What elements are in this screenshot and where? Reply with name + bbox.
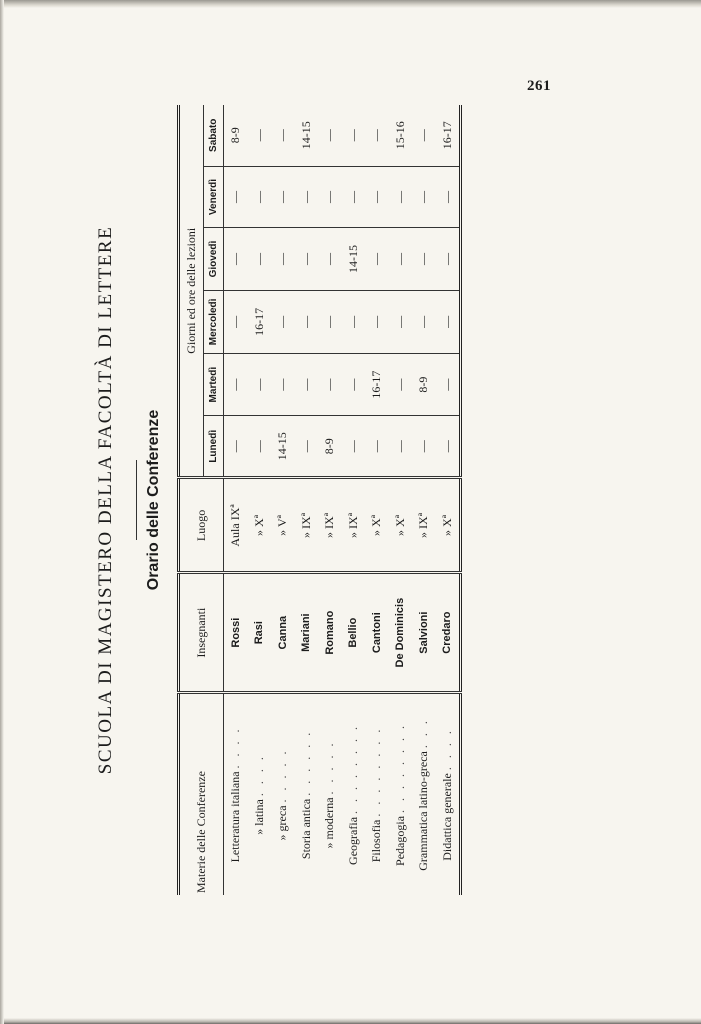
cell-insegnante: Salvioni [412,573,436,692]
header-day-mercoledi: Mercoledì [204,290,224,354]
cell-sabato: 14-15 [295,105,319,166]
cell-luogo: » IXª [342,478,366,573]
materia-text: Didattica generale [439,773,454,861]
leader-dots: . . . . [439,728,454,771]
leader-dots: . . . . . [275,748,290,803]
cell-mercoledi: — [224,290,248,354]
leader-dots: . . . . [251,754,266,797]
cell-giovedi: — [318,228,342,290]
cell-sabato: — [271,105,295,166]
materia-text: » greca [275,805,290,841]
cell-martedi: — [342,354,366,416]
cell-luogo: » IXª [412,478,436,573]
cell-sabato: — [342,105,366,166]
cell-materia [436,692,461,895]
cell-materia [318,692,342,895]
table-row [436,105,461,895]
cell-mercoledi: — [412,290,436,354]
leader-dots: . . . . . . . . [392,722,407,813]
table-row [248,105,272,895]
table-row [295,105,319,895]
leader-dots: . . . . . . . . [345,723,360,814]
cell-martedi: — [248,354,272,416]
materia-text: Grammatica latino-greca [416,751,431,871]
cell-lunedi: — [412,416,436,478]
cell-insegnante: Rasi [248,573,272,692]
cell-lunedi: — [224,416,248,478]
cell-luogo: » IXª [318,478,342,573]
cell-giovedi: — [248,228,272,290]
cell-martedi: — [224,354,248,416]
timetable [177,105,462,895]
cell-giovedi: — [365,228,389,290]
cell-venerdi: — [412,166,436,228]
materia-text: Letteratura italiana [228,771,243,863]
table-row [318,105,342,895]
cell-insegnante: Mariani [295,573,319,692]
cell-materia [295,692,319,895]
materia-text: » moderna [322,797,337,849]
cell-giovedi: — [412,228,436,290]
cell-materia [412,692,436,895]
header-insegnanti: Insegnanti [179,573,224,692]
cell-lunedi: — [365,416,389,478]
cell-insegnante: De Dominicis [389,573,413,692]
cell-mercoledi: — [295,290,319,354]
rotated-page-content [95,105,550,895]
cell-insegnante: Bellio [342,573,366,692]
leader-dots: . . . . [228,726,243,769]
scan-edge-bottom [0,1018,701,1024]
materia-text: » latina [251,799,266,835]
cell-materia [271,692,295,895]
title-divider [136,460,137,540]
cell-luogo: Aula IXª [224,478,248,573]
cell-venerdi: — [271,166,295,228]
cell-mercoledi: — [318,290,342,354]
cell-materia [342,692,366,895]
cell-lunedi: 14-15 [271,416,295,478]
header-day-venerdi: Venerdì [204,166,224,228]
cell-lunedi: — [389,416,413,478]
table-row [389,105,413,895]
cell-mercoledi: — [389,290,413,354]
cell-lunedi: — [436,416,461,478]
leader-dots: . . . [416,718,431,749]
header-giorni: Giorni ed ore delle lezioni [179,105,204,478]
cell-martedi: 8-9 [412,354,436,416]
document-title: SCUOLA DI MAGISTERO DELLA FACOLTÀ DI LETTERE [95,225,116,775]
cell-sabato: — [365,105,389,166]
cell-martedi: — [318,354,342,416]
cell-mercoledi: — [342,290,366,354]
cell-martedi: 16-17 [365,354,389,416]
document-subtitle: Orario delle Conferenze [145,409,162,591]
cell-mercoledi: 16-17 [248,290,272,354]
cell-martedi: — [271,354,295,416]
cell-venerdi: — [436,166,461,228]
cell-giovedi: — [271,228,295,290]
cell-venerdi: — [248,166,272,228]
cell-insegnante: Canna [271,573,295,692]
cell-sabato: — [318,105,342,166]
materia-text: Pedagogia [392,815,407,866]
cell-giovedi: — [224,228,248,290]
cell-martedi: — [295,354,319,416]
cell-giovedi: — [436,228,461,290]
header-row-top [179,105,204,895]
cell-luogo: » Vª [271,478,295,573]
cell-venerdi: — [389,166,413,228]
table-row [342,105,366,895]
cell-luogo: » Xª [365,478,389,573]
header-luogo: Luogo [179,478,224,573]
header-day-giovedi: Giovedì [204,228,224,290]
cell-sabato: 8-9 [224,105,248,166]
cell-insegnante: Cantoni [365,573,389,692]
cell-insegnante: Credaro [436,573,461,692]
scan-edge-left [0,0,4,1024]
header-day-martedi: Martedì [204,354,224,416]
table-row [271,105,295,895]
cell-mercoledi: — [271,290,295,354]
table-row [224,105,248,895]
cell-giovedi: 14-15 [342,228,366,290]
materia-text: Geografia [345,816,360,865]
cell-luogo: » Xª [436,478,461,573]
cell-materia [389,692,413,895]
cell-lunedi: — [248,416,272,478]
leader-dots: . . . . . . . . [369,726,384,817]
cell-luogo: » IXª [295,478,319,573]
cell-luogo: » Xª [389,478,413,573]
page-number: 261 [527,78,551,94]
cell-giovedi: — [389,228,413,290]
materia-text: Filosofia [369,819,384,863]
leader-dots: . . . . . [322,740,337,795]
cell-materia [248,692,272,895]
cell-insegnante: Rossi [224,573,248,692]
materia-text: Storia antica [298,798,313,860]
header-day-sabato: Sabato [204,105,224,166]
header-day-lunedi: Lunedì [204,416,224,478]
cell-mercoledi: — [365,290,389,354]
cell-venerdi: — [342,166,366,228]
table-row [365,105,389,895]
cell-sabato: 15-16 [389,105,413,166]
cell-materia [365,692,389,895]
cell-giovedi: — [295,228,319,290]
cell-sabato: — [248,105,272,166]
cell-lunedi: — [295,416,319,478]
leader-dots: . . . . . . [298,729,313,796]
cell-mercoledi: — [436,290,461,354]
cell-sabato: — [412,105,436,166]
cell-venerdi: — [318,166,342,228]
cell-insegnante: Romano [318,573,342,692]
cell-lunedi: 8-9 [318,416,342,478]
cell-lunedi: — [342,416,366,478]
table-row [412,105,436,895]
cell-venerdi: — [365,166,389,228]
cell-venerdi: — [224,166,248,228]
scan-edge-top [0,0,701,8]
cell-martedi: — [389,354,413,416]
header-materia: Materie delle Conferenze [179,692,224,895]
cell-venerdi: — [295,166,319,228]
cell-materia [224,692,248,895]
cell-sabato: 16-17 [436,105,461,166]
cell-luogo: » Xª [248,478,272,573]
cell-martedi: — [436,354,461,416]
